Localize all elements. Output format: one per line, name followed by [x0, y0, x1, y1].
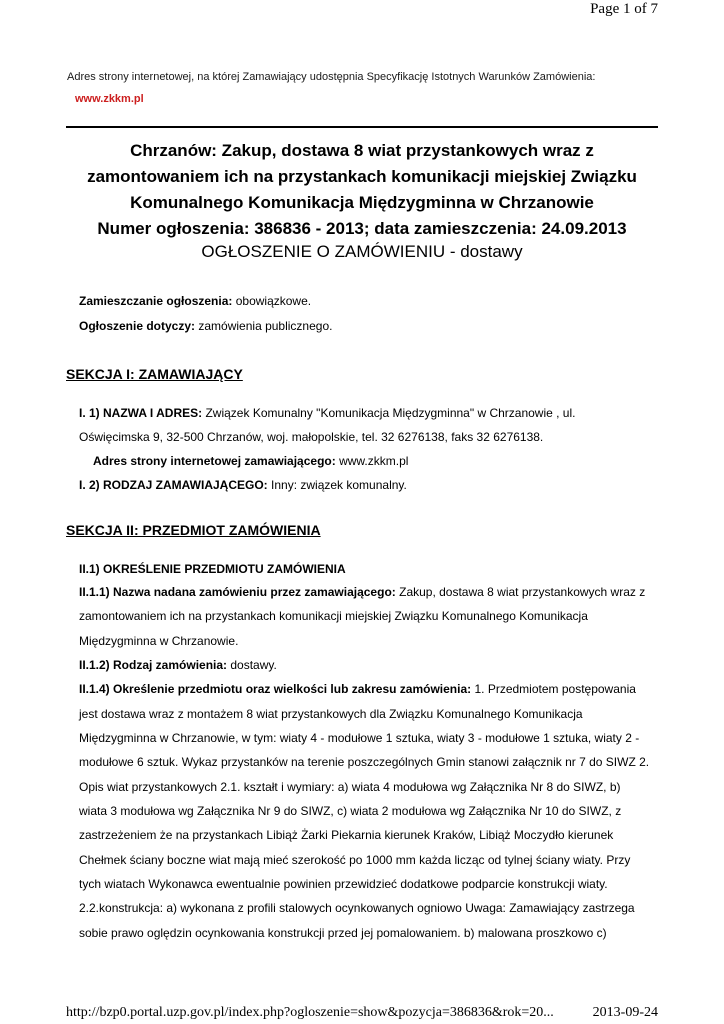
order-kind-label: II.1.2) Rodzaj zamówienia:: [79, 658, 228, 673]
order-kind-value: dostawy.: [230, 658, 277, 673]
text-line: zastrzeżeniem że na przystankach Libiąż Żarki Piekarnia kierunek Kraków, Libiąż Moczydło kierunek: [79, 828, 614, 843]
title-line: zamontowaniem ich na przystankach komunikacji miejskiej Związku: [87, 167, 637, 186]
placement-value: obowiązkowe.: [235, 294, 312, 308]
website-label: Adres strony internetowej zamawiającego:: [93, 454, 336, 468]
text-line: 2.2.konstrukcja: a) wykonana z profili stalowych ocynkowanych ogniowo Uwaga: Zamawiający zastrzega: [79, 901, 635, 916]
section-2-heading: SEKCJA II: PRZEDMIOT ZAMÓWIENIA: [66, 522, 321, 538]
name-address-row: [79, 406, 575, 420]
entity-type-label: I. 2) RODZAJ ZAMAWIAJĄCEGO:: [79, 478, 268, 492]
name-address-continuation: Oświęcimska 9, 32-500 Chrzanów, woj. małopolskie, tel. 32 6276138, faks 32 6276138.: [79, 430, 544, 444]
text-line: tych wiatach Wykonawca ewentualnie powinien przewidzieć dodatkowe podparcie konstrukcji wiaty.: [79, 877, 608, 892]
header-divider: [66, 126, 658, 128]
section-1-heading: SEKCJA I: ZAMAWIAJĄCY: [66, 366, 243, 382]
title-line: Chrzanów: Zakup, dostawa 8 wiat przystankowych wraz z: [130, 141, 594, 160]
website-value[interactable]: www.zkkm.pl: [339, 454, 409, 468]
title-line: Numer ogłoszenia: 386836 - 2013; data zamieszczenia: 24.09.2013: [97, 219, 627, 238]
text-line: zamontowaniem ich na przystankach komunikacji miejskiej Związku Komunalnego Komunikacja: [79, 609, 588, 624]
page-title: [66, 138, 658, 242]
section-2-body: [79, 580, 662, 945]
text-line: Opis wiat przystankowych 2.1. kształt i wymiary: a) wiata 4 modułowa wg Załącznika Nr 8 do SIWZ, b): [79, 779, 621, 794]
text-line: modułowe 6 sztuk. Wykaz przystanków na terenie poszczególnych Gmin stanowi załącznik nr 7 do SIWZ 2.: [79, 755, 650, 770]
footer-url[interactable]: http://bzp0.portal.uzp.gov.pl/index.php?ogloszenie=show&pozycja=386836&rok=20...: [66, 1005, 554, 1020]
concerns-label: Ogłoszenie dotyczy:: [79, 319, 196, 333]
order-name-label: II.1.1) Nazwa nadana zamówieniu przez zamawiającego:: [79, 585, 396, 599]
text-line: Międzygminna w Chrzanowie.: [79, 633, 239, 648]
text-line: Międzygminna w Chrzanowie, w tym: wiaty 4 - modułowe 1 sztuka, wiaty 3 - modułowe 1 sztuka, wiaty 2 -: [79, 731, 640, 746]
concerns-value: zamówienia publicznego.: [198, 319, 333, 333]
text-line: [79, 580, 662, 604]
text-line: wiata 3 modułowa wg Załącznika Nr 9 do SIWZ, c) wiata 2 modułowa wg Załącznika Nr 10 do SIWZ, z: [79, 804, 622, 819]
text-line: sobie prawo oględzin ocynkowania konstrukcji przed jej pomalowaniem. b) malowana proszkowo c): [79, 925, 607, 940]
intro-url[interactable]: www.zkkm.pl: [75, 93, 144, 105]
text-line: [79, 677, 662, 701]
entity-type-row: [79, 478, 407, 492]
name-address-label: I. 1) NAZWA I ADRES:: [79, 406, 203, 420]
website-row: [93, 454, 408, 468]
text-line: jest dostawa wraz z montażem 8 wiat przystankowych dla Związku Komunalnego Komunikacja: [79, 706, 583, 721]
order-description-value: 1. Przedmiotem postępowania: [474, 682, 636, 697]
order-description-label: II.1.4) Określenie przedmiotu oraz wielkości lub zakresu zamówienia:: [79, 682, 472, 697]
text-line: Chełmek ściany boczne wiat mają mieć szerokość po 1000 mm każda licząc od tylnej ściany wiaty. Przy: [79, 852, 631, 867]
notice-subtitle: OGŁOSZENIE O ZAMÓWIENIU - dostawy: [201, 242, 523, 261]
section-2-subheading: II.1) OKREŚLENIE PRZEDMIOTU ZAMÓWIENIA: [79, 562, 346, 576]
concerns-row: [79, 319, 332, 333]
placement-label: Zamieszczanie ogłoszenia:: [79, 294, 233, 308]
page-number: Page 1 of 7: [590, 1, 658, 17]
placement-row: [79, 294, 311, 308]
footer-date: 2013-09-24: [592, 1005, 658, 1020]
order-name-value: Zakup, dostawa 8 wiat przystankowych wraz z: [399, 585, 646, 599]
intro-text: Adres strony internetowej, na której Zamawiający udostępnia Specyfikację Istotnych Warunków Zamówienia:: [67, 71, 596, 83]
entity-type-value: Inny: związek komunalny.: [271, 478, 407, 492]
title-line: Komunalnego Komunikacja Międzygminna w Chrzanowie: [130, 193, 594, 212]
name-address-value: Związek Komunalny "Komunikacja Międzygminna" w Chrzanowie , ul.: [205, 406, 576, 420]
text-line: [79, 653, 662, 677]
